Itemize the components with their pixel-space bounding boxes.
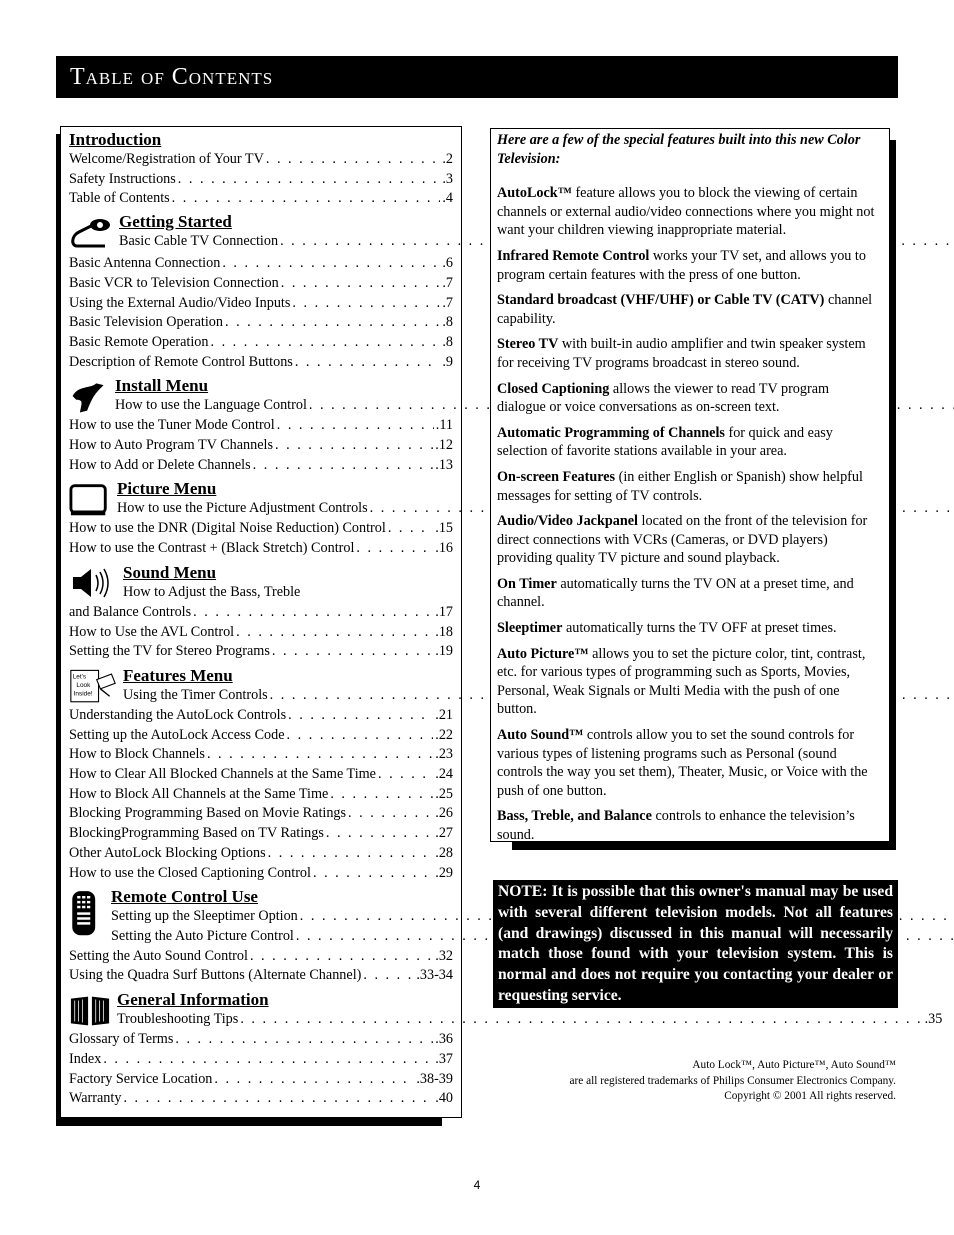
- toc-entry[interactable]: [117, 1010, 942, 1030]
- toc-entry[interactable]: [69, 294, 453, 314]
- toc-entry-label: Basic Cable TV Connection: [119, 233, 279, 250]
- leader-dots: [210, 333, 440, 353]
- feature-text: for quick and easy selection of favorite stations available in your area.: [497, 424, 833, 460]
- leader-dots: [266, 150, 441, 170]
- leader-dots: [313, 864, 433, 884]
- toc-entry-label: Using the Quadra Surf Buttons (Alternate Channel): [69, 967, 362, 984]
- toc-entry-page: .9: [442, 353, 453, 370]
- leader-dots: [378, 765, 433, 785]
- feature-name: Infrared Remote Control: [497, 247, 650, 264]
- leader-dots: [240, 1010, 922, 1030]
- leader-dots: [253, 456, 434, 476]
- toc-entry-page: .13: [435, 456, 453, 473]
- feature-name: On-screen Features: [497, 468, 616, 485]
- feature-item: [497, 468, 881, 505]
- toc-entry-label: Basic Remote Operation: [69, 333, 209, 350]
- toc-entry-page: .3: [442, 170, 453, 187]
- icon-lettering: Let's: [72, 673, 87, 681]
- trademark-line: are all registered trademarks of Philips Consumer Electronics Company.: [569, 1074, 896, 1087]
- toc-entry[interactable]: [69, 539, 453, 559]
- toc-entry-label: How to use the Picture Adjustment Controls: [117, 500, 368, 517]
- leader-dots: [363, 966, 414, 986]
- feature-name: Closed Captioning: [497, 380, 610, 397]
- feature-name: Sleeptimer: [497, 620, 563, 637]
- feature-name: Auto Sound™: [497, 727, 584, 744]
- toc-entry-page: .26: [435, 805, 453, 822]
- feature-item: [497, 424, 881, 461]
- toc-entry-label: Using the External Audio/Video Inputs: [69, 294, 291, 311]
- toc-entry[interactable]: [69, 785, 453, 805]
- feature-name: Automatic Programming of Channels: [497, 424, 725, 441]
- page-title: Table of Contents: [70, 64, 274, 90]
- trademark-line: Auto Lock™, Auto Picture™, Auto Sound™: [692, 1059, 896, 1071]
- section-getting-started: [69, 212, 453, 372]
- feature-name: Bass, Treble, and Balance: [497, 808, 652, 825]
- toc-entry-label: Factory Service Location: [69, 1070, 213, 1087]
- toc-entry[interactable]: [69, 274, 453, 294]
- leader-dots: [295, 353, 441, 373]
- toc-entry-label: Troubleshooting Tips: [117, 1011, 239, 1028]
- feature-text: works your TV set, and allows you to program certain features with the press of one button.: [497, 247, 866, 283]
- speaker-icon: [69, 565, 117, 603]
- section-title[interactable]: Install Menu: [115, 376, 209, 396]
- toc-entry-label: Setting the TV for Stereo Programs: [69, 643, 270, 660]
- section-title[interactable]: General Information: [117, 990, 269, 1010]
- toc-entry-page: .16: [435, 540, 453, 557]
- toc-entry-page: .4: [442, 190, 453, 207]
- feature-item: [497, 380, 881, 417]
- leader-dots: [330, 785, 433, 805]
- toc-entry[interactable]: [69, 170, 453, 190]
- feature-text: with built-in audio amplifier and twin speaker system for receiving TV programs broadcast in stereo sound.: [497, 336, 866, 371]
- section-title[interactable]: Picture Menu: [117, 479, 217, 499]
- feature-item: [497, 291, 881, 328]
- toc-entry-page: .28: [435, 844, 453, 861]
- toc-entry[interactable]: [69, 804, 453, 824]
- toc-entry-label: Table of Contents: [69, 190, 170, 207]
- toc-entry-page: .27: [435, 825, 453, 842]
- feature-text: channel capability.: [497, 292, 873, 327]
- toc-entry-label: How to use the Tuner Mode Control: [69, 417, 275, 434]
- toc-entry-text[interactable]: How to Adjust the Bass, Treble: [123, 583, 301, 600]
- feature-text: controls allow you to set the sound controls for various types of listening programs such as Personal (sound controls the way you set them), Theater, Music, or Voice with the push of one button.: [497, 727, 868, 799]
- leader-dots: [348, 804, 433, 824]
- toc-entry-page: .32: [435, 947, 453, 964]
- toc-entry-label: How to Block Channels: [69, 746, 205, 763]
- feature-name: Audio/Video Jackpanel: [497, 513, 638, 530]
- lets-look-inside-icon: [69, 668, 117, 706]
- feature-text: controls to enhance the television’s sound.: [497, 808, 855, 843]
- toc-entry[interactable]: [69, 947, 453, 967]
- toc-entry[interactable]: [69, 1030, 453, 1050]
- toc-entry-page: .22: [435, 726, 453, 743]
- toc-entry-page: .8: [442, 333, 453, 350]
- leader-dots: [178, 170, 441, 190]
- toc-entry-label: Welcome/Registration of Your TV: [69, 151, 264, 167]
- toc-entry-label: How to Use the AVL Control: [69, 623, 235, 640]
- toc-entry-page: .7: [442, 294, 453, 311]
- feature-item: [497, 247, 881, 284]
- toc-entry-page: .33-34: [416, 967, 453, 984]
- section-title[interactable]: Introduction: [69, 130, 162, 149]
- toc-entry[interactable]: [69, 333, 453, 353]
- toc-entry-label: How to Clear All Blocked Channels at the Same Time: [69, 766, 376, 783]
- toc-entry[interactable]: [69, 966, 453, 986]
- toc-entry[interactable]: [69, 844, 453, 864]
- toc-entry-label: Basic Antenna Connection: [69, 255, 221, 272]
- leader-dots: [288, 706, 433, 726]
- feature-text: automatically turns the TV OFF at preset times.: [562, 620, 837, 637]
- section-features-menu: [69, 666, 453, 883]
- feature-item: [497, 575, 881, 612]
- feature-text: allows the viewer to read TV program dialogue or voice conversations as on-screen text.: [497, 380, 830, 416]
- toc-entry-page: .25: [435, 785, 453, 802]
- toc-entry-label: Other AutoLock Blocking Options: [69, 844, 266, 861]
- toc-entry-page: .40: [435, 1090, 453, 1107]
- icon-lettering: Inside!: [73, 690, 93, 698]
- toc-entry-page: .36: [435, 1031, 453, 1048]
- toc-entry[interactable]: [69, 1050, 453, 1070]
- toc-entry-label: Setting up the AutoLock Access Code: [69, 726, 285, 743]
- toc-entry-label: Basic VCR to Television Connection: [69, 274, 279, 291]
- section-picture-menu: [69, 479, 453, 558]
- toc-entry-label: Setting the Auto Picture Control: [111, 927, 294, 944]
- leader-dots: [275, 436, 433, 456]
- toc-entry[interactable]: [69, 189, 453, 209]
- toc-entry-page: .6: [442, 255, 453, 272]
- toc-entry[interactable]: [69, 353, 453, 373]
- toc-entry-label: Setting up the Sleeptimer Option: [111, 908, 298, 925]
- toc-entry-page: .12: [435, 437, 453, 454]
- toc-entry[interactable]: [69, 519, 453, 539]
- toc-entry-label: Blocking Programming Based on Movie Ratings: [69, 805, 347, 822]
- feature-name: Auto Picture™: [497, 645, 589, 662]
- hand-tool-icon: [69, 378, 109, 416]
- toc-entry-label: How to Auto Program TV Channels: [69, 437, 274, 454]
- leader-dots: [236, 623, 433, 643]
- toc-entry-page: .2: [442, 151, 453, 167]
- section-title[interactable]: Features Menu: [123, 665, 233, 685]
- toc-entry[interactable]: [69, 745, 453, 765]
- section-title[interactable]: Getting Started: [119, 212, 232, 232]
- cable-plug-icon: [69, 216, 113, 254]
- toc-entry-label: How to use the Language Control: [115, 397, 307, 414]
- feature-text: located on the front of the television for direct connections with VCRs (Cameras, or DVD players) providing quality TV picture and sound playback.: [497, 513, 868, 567]
- leader-dots: [207, 745, 433, 765]
- toc-entry[interactable]: [69, 765, 453, 785]
- toc-entry-page: .21: [435, 706, 453, 723]
- feature-item: [497, 619, 881, 638]
- section-install-menu: [69, 376, 453, 475]
- toc-entry-page: .7: [442, 274, 453, 291]
- toc-entry-label: BlockingProgramming Based on TV Ratings: [69, 825, 324, 842]
- toc-entry[interactable]: [69, 642, 453, 662]
- leader-dots: [272, 642, 433, 662]
- features-box: [490, 128, 890, 842]
- feature-item: [497, 807, 881, 844]
- open-book-icon: [69, 992, 111, 1030]
- feature-text: allows you to set the picture color, tint, contrast, etc. for various types of programming such as Sports, Movies, Personal, Weak Signals or Multi Media with the push of one button.: [497, 645, 866, 718]
- leader-dots: [175, 1030, 433, 1050]
- leader-dots: [222, 254, 440, 274]
- leader-dots: [193, 603, 433, 623]
- section-title[interactable]: Remote Control Use: [111, 887, 258, 907]
- feature-item: [497, 512, 881, 568]
- leader-dots: [268, 844, 434, 864]
- toc-entry[interactable]: [69, 254, 453, 274]
- feature-name: Standard broadcast (VHF/UHF) or Cable TV (CATV): [497, 292, 825, 309]
- leader-dots: [123, 1089, 433, 1109]
- leader-dots: [225, 313, 440, 333]
- toc-entry-page: .19: [435, 643, 453, 660]
- feature-text: feature allows you to block the viewing of certain channels or external audio/video connections where you might not want your children viewing inappropriate material.: [497, 185, 875, 239]
- toc-entry[interactable]: [69, 706, 453, 726]
- toc-entry[interactable]: [69, 416, 453, 436]
- toc-entry-page: .17: [435, 603, 453, 620]
- toc-entry[interactable]: [69, 456, 453, 476]
- toc-entry[interactable]: [69, 1070, 453, 1090]
- toc-entry-label: Using the Timer Controls: [123, 686, 268, 703]
- toc-entry-page: .18: [435, 623, 453, 640]
- section-remote-control-use: [69, 887, 453, 986]
- feature-text: (in either English or Spanish) show helpful messages for setting of TV controls.: [497, 468, 863, 504]
- section-title[interactable]: Sound Menu: [123, 562, 217, 582]
- toc-entry-page: .8: [442, 314, 453, 331]
- leader-dots: [281, 274, 441, 294]
- toc-entry-page: .38-39: [416, 1070, 453, 1087]
- toc-entry-label: Understanding the AutoLock Controls: [69, 706, 287, 723]
- toc-entry-label: and Balance Controls: [69, 603, 192, 620]
- toc-entry-page: .23: [435, 746, 453, 763]
- toc-entry-label: Basic Television Operation: [69, 314, 223, 331]
- title-bar: [56, 56, 898, 98]
- remote-control-icon: [69, 887, 105, 941]
- feature-item: [497, 184, 881, 240]
- toc-entry-page: .37: [435, 1050, 453, 1067]
- toc-entry-page: .15: [435, 520, 453, 537]
- feature-item: [497, 645, 881, 719]
- trademark-notice: [570, 1058, 896, 1105]
- feature-item: [497, 726, 881, 800]
- toc-entry-page: .24: [435, 766, 453, 783]
- toc-entry-page: .29: [435, 864, 453, 881]
- toc-entry[interactable]: [69, 313, 453, 333]
- icon-lettering: Look: [76, 681, 91, 689]
- feature-name: AutoLock™: [497, 185, 572, 202]
- leader-dots: [103, 1050, 433, 1070]
- toc-entry-label: Safety Instructions: [69, 170, 176, 187]
- toc-entry[interactable]: [69, 726, 453, 746]
- copyright-line: Copyright © 2001 All rights reserved.: [724, 1090, 896, 1103]
- section-introduction: [69, 130, 453, 209]
- leader-dots: [277, 416, 434, 436]
- toc-entry-label: Warranty: [69, 1090, 122, 1107]
- toc-entry-page: .35: [924, 1011, 943, 1028]
- leader-dots: [292, 294, 440, 314]
- toc-entry[interactable]: [69, 1089, 453, 1109]
- feature-text: automatically turns the TV ON at a preset time, and channel.: [497, 575, 854, 611]
- tv-screen-icon: [69, 481, 111, 519]
- feature-item: [497, 335, 881, 372]
- toc-entry-label: How to Add or Delete Channels: [69, 456, 251, 473]
- toc-entry-label: How to Block All Channels at the Same Time: [69, 785, 329, 802]
- page-number: 4: [473, 1178, 481, 1192]
- leader-dots: [214, 1070, 414, 1090]
- toc-entry[interactable]: [69, 436, 453, 456]
- leader-dots: [172, 189, 441, 209]
- leader-dots: [250, 947, 433, 967]
- toc-entry-label: Setting the Auto Sound Control: [69, 947, 248, 964]
- toc-entry[interactable]: [69, 824, 453, 844]
- leader-dots: [326, 824, 433, 844]
- toc-entry[interactable]: [69, 603, 453, 623]
- toc-entry[interactable]: [69, 623, 453, 643]
- features-intro: Here are a few of the special features built into this new Color Television:: [497, 132, 861, 167]
- toc-entry[interactable]: [69, 150, 453, 170]
- toc-entry-label: How to use the Contrast + (Black Stretch) Control: [69, 540, 355, 557]
- note-box: NOTE: It is possible that this owner's manual may be used with several different television models. Not all features (and drawings) discussed in this manual will necessarily match those found with your television system. This is normal and does not require you contacting your dealer or requesting service.: [493, 880, 898, 1008]
- toc-entry-label: How to use the DNR (Digital Noise Reduction) Control: [69, 520, 386, 537]
- toc-entry-label: Description of Remote Control Buttons: [69, 353, 293, 370]
- toc-entry-label: How to use the Closed Captioning Control: [69, 864, 311, 881]
- leader-dots: [287, 726, 434, 746]
- feature-name: Stereo TV: [497, 336, 559, 353]
- section-sound-menu: [69, 563, 453, 662]
- toc-entry-page: .11: [435, 417, 453, 434]
- feature-name: On Timer: [497, 575, 557, 592]
- toc-entry-label: Glossary of Terms: [69, 1031, 174, 1048]
- leader-dots: [356, 539, 433, 559]
- toc-entry[interactable]: [69, 864, 453, 884]
- toc-entry-label: Index: [69, 1050, 102, 1067]
- leader-dots: [388, 519, 433, 539]
